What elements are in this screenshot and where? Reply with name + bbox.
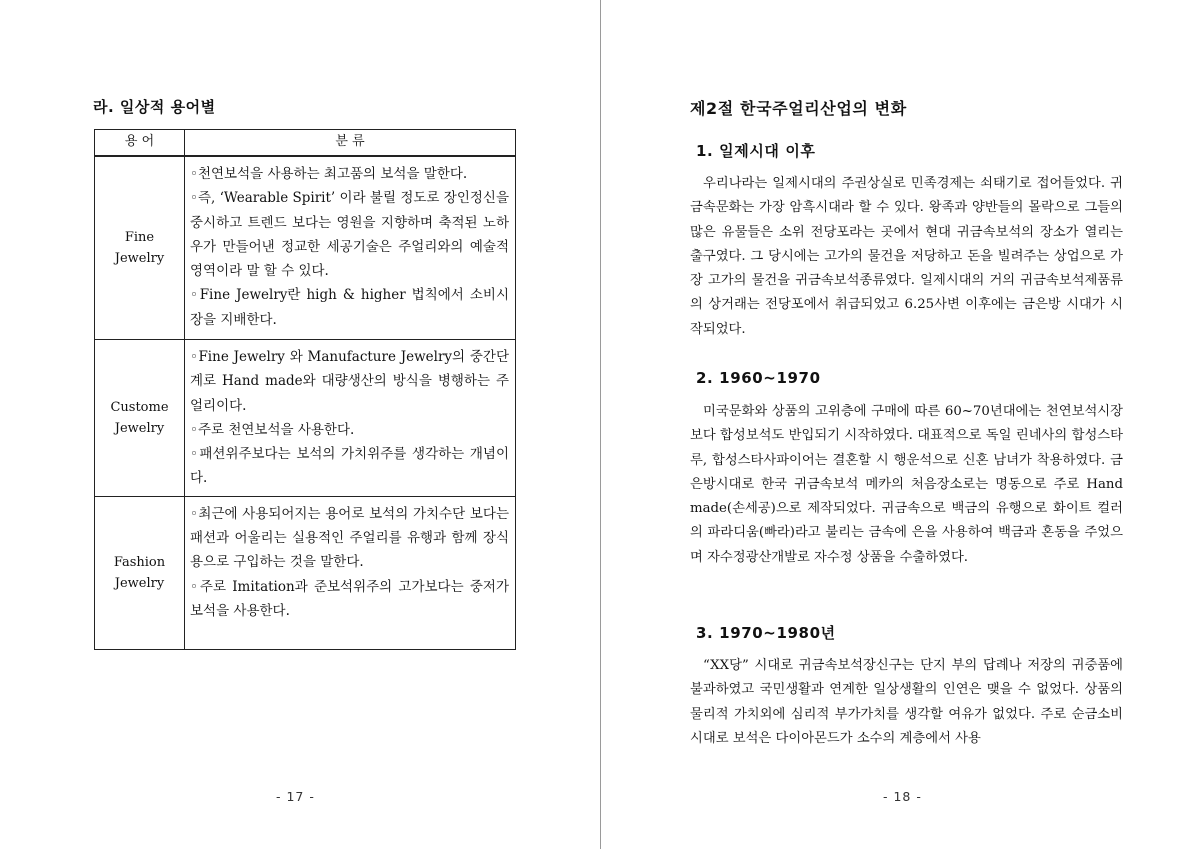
term-cell: [95, 496, 185, 649]
section-heading: 3. 1970~1980년: [696, 624, 836, 642]
header-term: 용 어: [95, 130, 185, 157]
term-line: Jewelry: [114, 251, 165, 266]
term-line: Fashion: [113, 554, 166, 570]
description-item: ◦패션위주보다는 보석의 가치위주를 생각하는 개념이다.: [190, 446, 509, 487]
section-heading: 2. 1960~1970: [696, 369, 821, 387]
term-line: Jewelry: [114, 575, 165, 591]
section-heading: 1. 일제시대 이후: [696, 142, 816, 160]
page-number: - 17 -: [276, 789, 315, 804]
description-item: ◦천연보석을 사용하는 최고품의 보석을 말한다.: [190, 166, 468, 182]
description-item: ◦Fine Jewelry란 high & higher 법칙에서 소비시장을 지배한다.: [190, 287, 509, 328]
chapter-title: 제2절 한국주얼리산업의 변화: [690, 99, 907, 118]
section-body: 미국문화와 상품의 고위층에 구매에 따른 60~70년대에는 천연보석시장보다 합성보석도 반입되기 시작하였다. 대표적으로 독일 린네사의 합성스타루, 합성스타사파이어는 결혼할 시 행운석으로 신혼 남녀가 착용하였다. 금은방시대로 한국 귀금속보석 메카의 처음장소로는 명동으로 주로 Hand made(손세공)으로 제작되었다. 귀금속으로 백금의 유행으로 화이트 컬러의 파라디움(빠라)라고 불리는 금속에 은을 사용하여 백금과 혼동을 주었으며 자수정광산개발로 자수정 상품을 수출하였다.: [690, 404, 1123, 565]
header-classification: 분 류: [185, 130, 516, 157]
table-row: [95, 340, 516, 497]
description-item: ◦주로 천연보석을 사용한다.: [190, 421, 355, 438]
term-line: Jewelry: [114, 420, 165, 436]
term-line: Custome: [110, 399, 169, 415]
term-cell: [95, 340, 185, 497]
description-cell: [185, 496, 516, 649]
description-cell: [185, 340, 516, 497]
page-number: - 18 -: [883, 789, 922, 804]
page-17: [0, 0, 600, 849]
section-title: 라. 일상적 용어별: [93, 98, 216, 116]
description-item: ◦최근에 사용되어지는 용어로 보석의 가치수단 보다는 패션과 어울리는 실용적인 주얼리를 유행과 함께 장식용으로 구입하는 것을 말한다.: [190, 505, 509, 571]
section-body: 우리나라는 일제시대의 주권상실로 민족경제는 쇠태기로 접어들었다. 귀금속문화는 가장 암흑시대라 할 수 있다. 왕족과 양반들의 몰락으로 그들의 많은 유물들은 소위 전당포라는 곳에서 현대 귀금속보석의 장소가 열리는 출구였다. 그 당시에는 고가의 물건을 저당하고 돈을 빌려주는 상업으로 가장 고가의 물건을 귀금속보석종류였다. 일제시대의 거의 귀금속보석제품류의 상거래는 전당포에서 취급되었고 6.25사변 이후에는 금은방 시대가 시작되었다.: [690, 176, 1123, 337]
table-row: [95, 496, 516, 649]
page-18: [601, 0, 1202, 849]
term-cell: [95, 156, 185, 340]
section-body: “XX당” 시대로 귀금속보석장신구는 단지 부의 답례나 저장의 귀중품에 불과하였고 국민생활과 연계한 일상생활의 인연은 맺을 수 없었다. 상품의 물리적 가치외에 심리적 부가가치를 생각할 여유가 없었다. 주로 순금소비시대로 보석은 다이아몬드가 소수의 계층에서 사용: [690, 658, 1123, 746]
term-line: Fine: [124, 230, 155, 245]
description-item: ◦주로 Imitation과 준보석위주의 고가보다는 중저가 보석을 사용한다.: [190, 578, 509, 619]
description-cell: [185, 156, 516, 340]
table-header-row: [95, 130, 516, 157]
jewelry-terms-table: [94, 129, 516, 650]
description-item: ◦즉, ‘Wearable Spirit’ 이라 불릴 정도로 장인정신을 중시하고 트렌드 보다는 영원을 지향하며 축적된 노하우가 만들어낸 정교한 세공기술은 주얼리와의 예술적 영역이라 말 할 수 있다.: [190, 190, 509, 280]
description-item: ◦Fine Jewelry 와 Manufacture Jewelry의 중간단계로 Hand made와 대량생산의 방식을 병행하는 주얼리이다.: [190, 349, 509, 414]
table-row: [95, 156, 516, 340]
